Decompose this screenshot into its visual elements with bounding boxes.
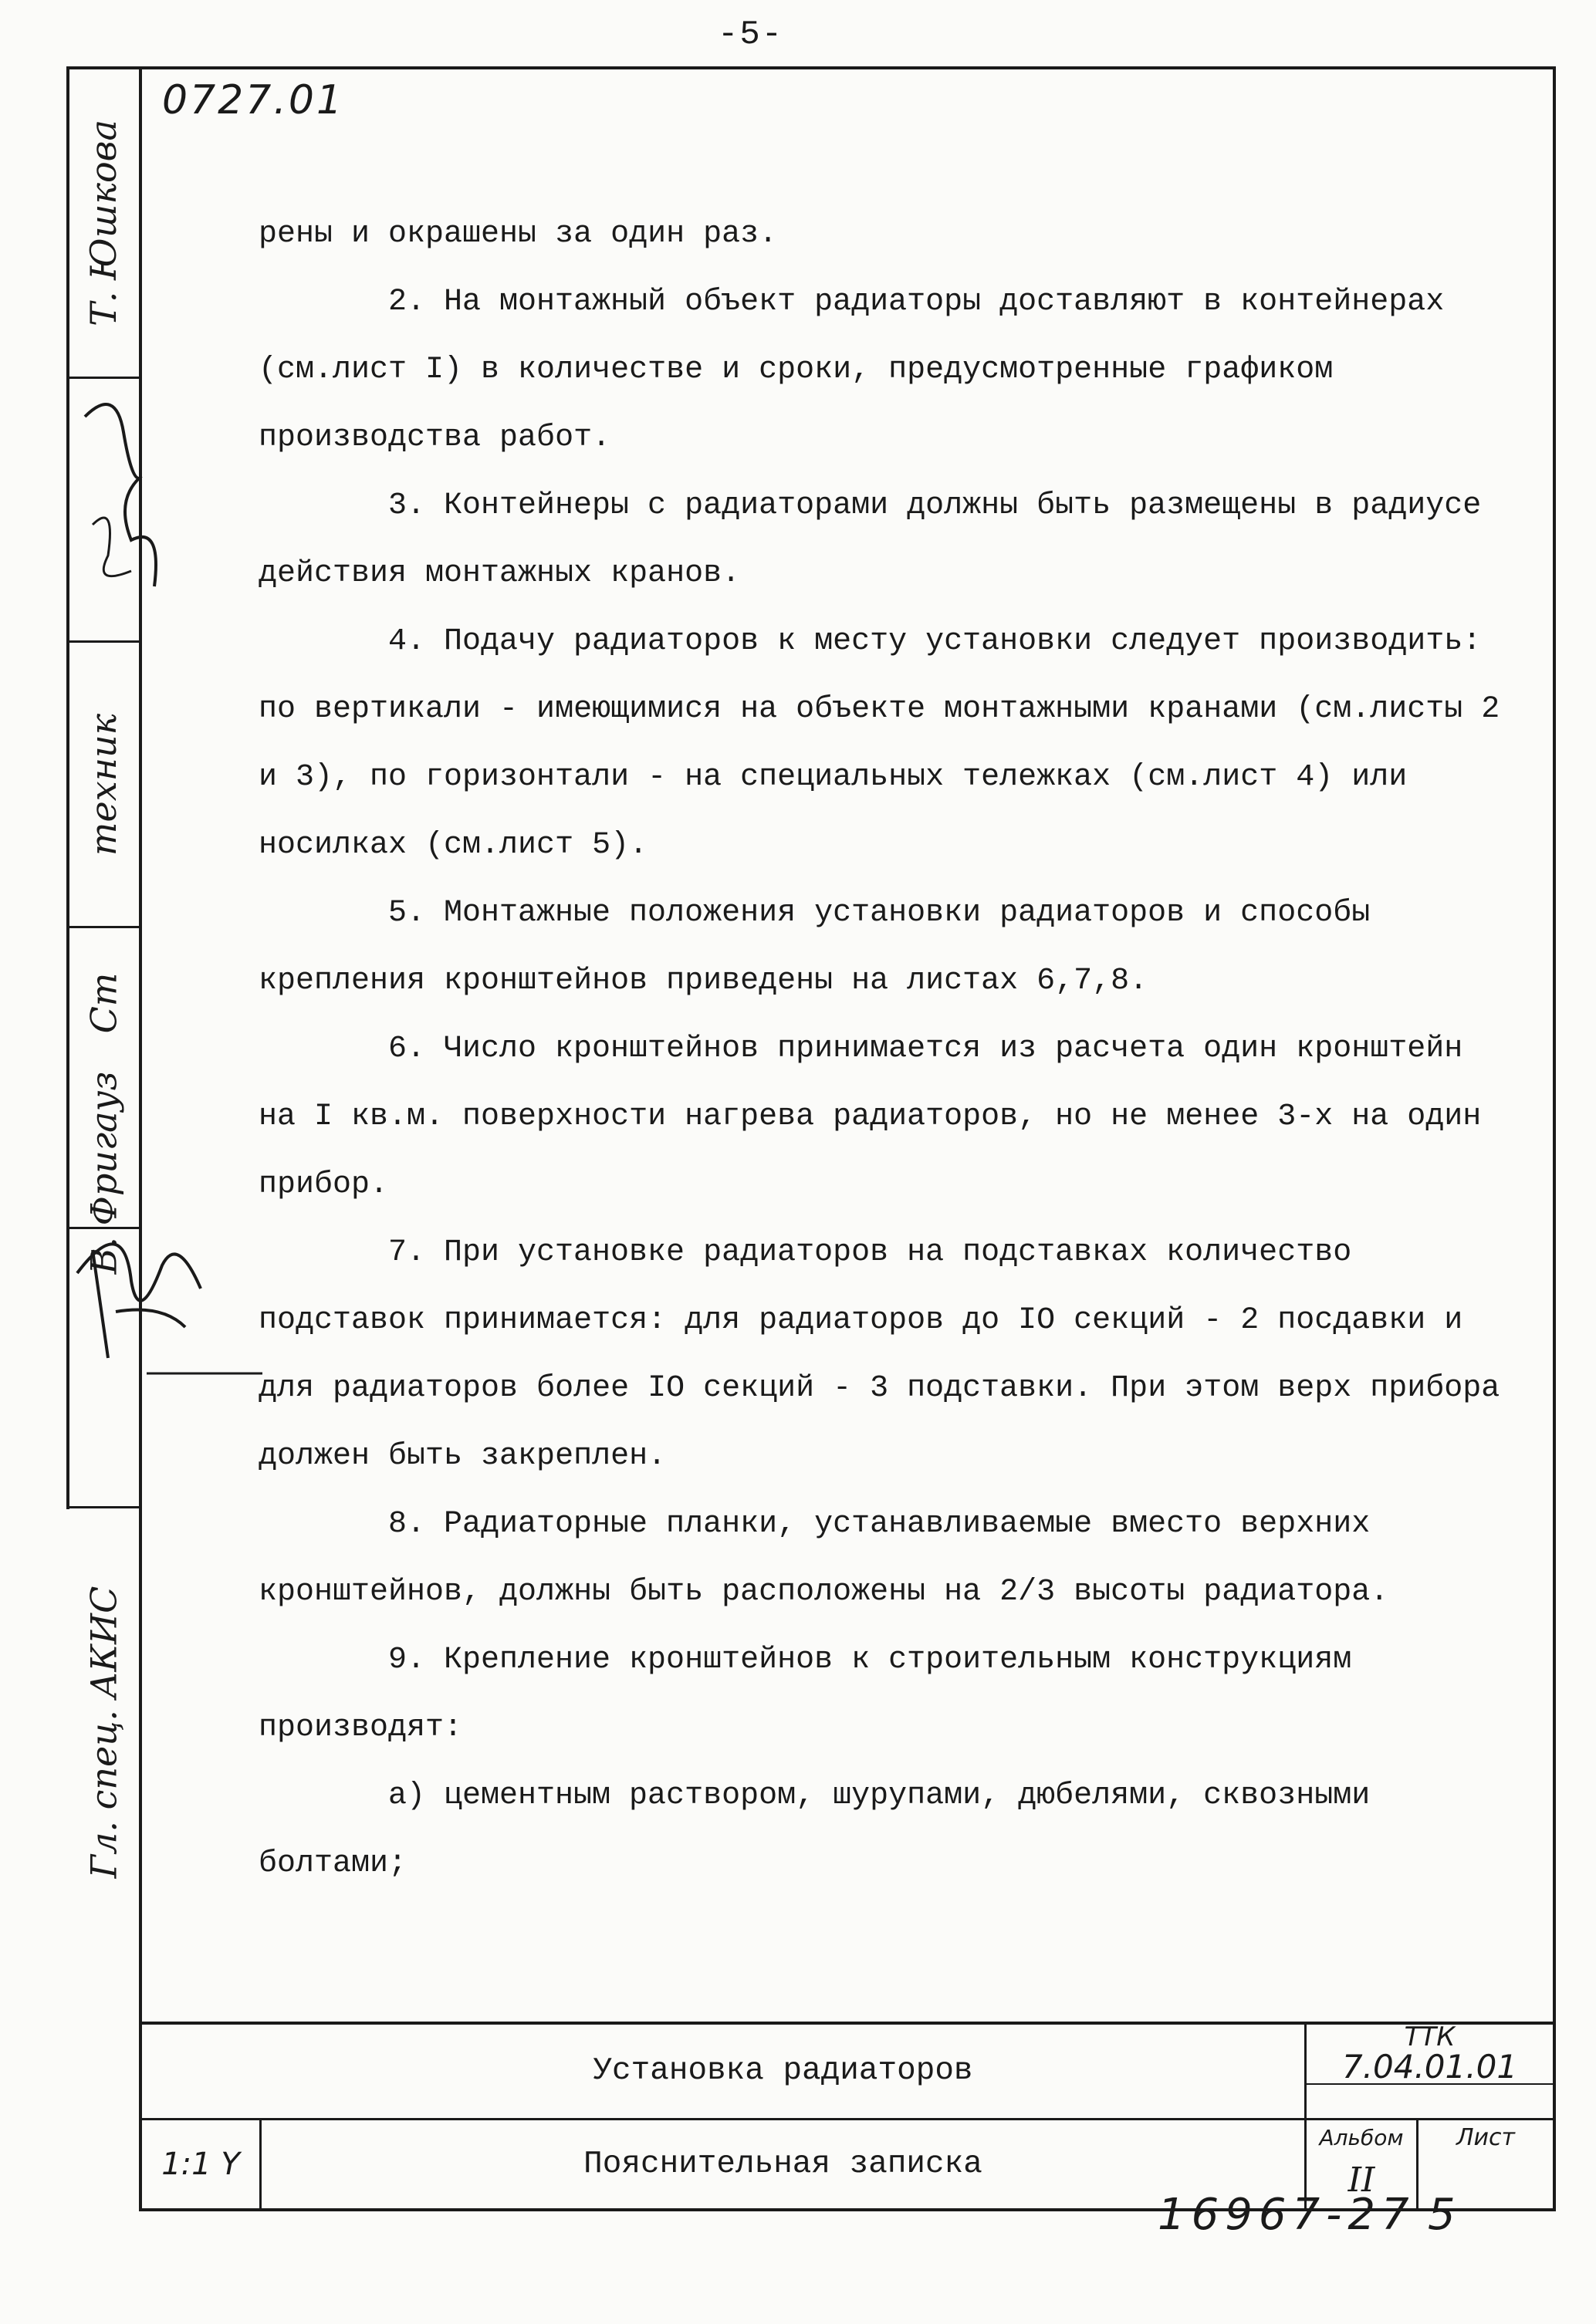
stamp-ttk-code: 7.04.01.01 [1341, 2047, 1518, 2086]
stamp-album-label: Альбом [1319, 2124, 1404, 2150]
paragraph: 4. Подачу радиаторов к месту установки следует производить: по вертикали - имеющимися на объекте монтажными кранами (см.листы 2 и 3), по горизонтали - на специальных тележках (см.лист 4) или носилках (см.лист 5). [259, 624, 1500, 863]
paragraph: 2. На монтажный объект радиаторы доставляют в контейнерах (см.лист I) в количестве и сроки, предусмотренные графиком производства работ. [259, 285, 1445, 455]
paragraph: 9. Крепление кронштейнов к строительным конструкциям производят: [259, 1643, 1352, 1745]
frame-top-line [66, 66, 1556, 69]
sheet-number: 5 [1428, 2190, 1456, 2240]
side-cell-chief [66, 1586, 140, 1879]
paragraph: 6. Число кронштейнов принимается из расчета один кронштейн на I кв.м. поверхности нагрева радиаторов, но не менее 3-х на один прибор. [259, 1032, 1482, 1202]
paragraph: а) цементным раствором, шурупами, дюбелями, сквозными болтами; [259, 1778, 1371, 1881]
body-text [259, 201, 1501, 1898]
signature-marks [62, 370, 262, 1451]
stamp-sheet-label: Лист [1456, 2123, 1516, 2151]
paragraph: 5. Монтажные положения установки радиаторов и способы крепления кронштейнов приведены на листах 6,7,8. [259, 896, 1371, 998]
stamp-ttk-label: ТТК [1404, 2022, 1456, 2052]
stamp-left-mark: 1:1 Y [161, 2147, 240, 2182]
stamp-subtitle: Пояснительная записка [583, 2147, 982, 2182]
side-label-name: Т. Юшкова [83, 120, 125, 326]
stamp-title: Установка радиаторов [593, 2053, 973, 2089]
side-label-st: Ст [82, 972, 124, 1034]
stamp-album-value: II [1347, 2160, 1375, 2200]
side-label-checker: В. Фригауз [83, 1071, 124, 1275]
paragraph: 3. Контейнеры с радиаторами должны быть размещены в радиусе действия монтажных кранов. [259, 488, 1482, 591]
archive-number: 16967-27 [1158, 2190, 1415, 2240]
page-number: -5- [718, 15, 784, 54]
side-label-position: техник [83, 713, 124, 856]
side-label-chief: Гл. спец. АКИС [83, 1586, 125, 1879]
frame-right-line [1553, 66, 1556, 2211]
paragraph: 8. Радиаторные планки, устанавливаемые вместо верхних кронштейнов, должны быть расположены на 2/3 высоты радиатора. [259, 1507, 1389, 1610]
paragraph: рены и окрашены за один раз. [259, 217, 778, 252]
side-cell-name [66, 69, 140, 377]
paragraph: 7. При установке радиаторов на подставках количество подставок принимается: для радиаторов до IO секций - 2 посдавки и для радиаторов более IO секций - 3 подставки. При этом верх прибора должен быть закреплен. [259, 1235, 1500, 1474]
document-code: 0727.01 [162, 77, 345, 123]
